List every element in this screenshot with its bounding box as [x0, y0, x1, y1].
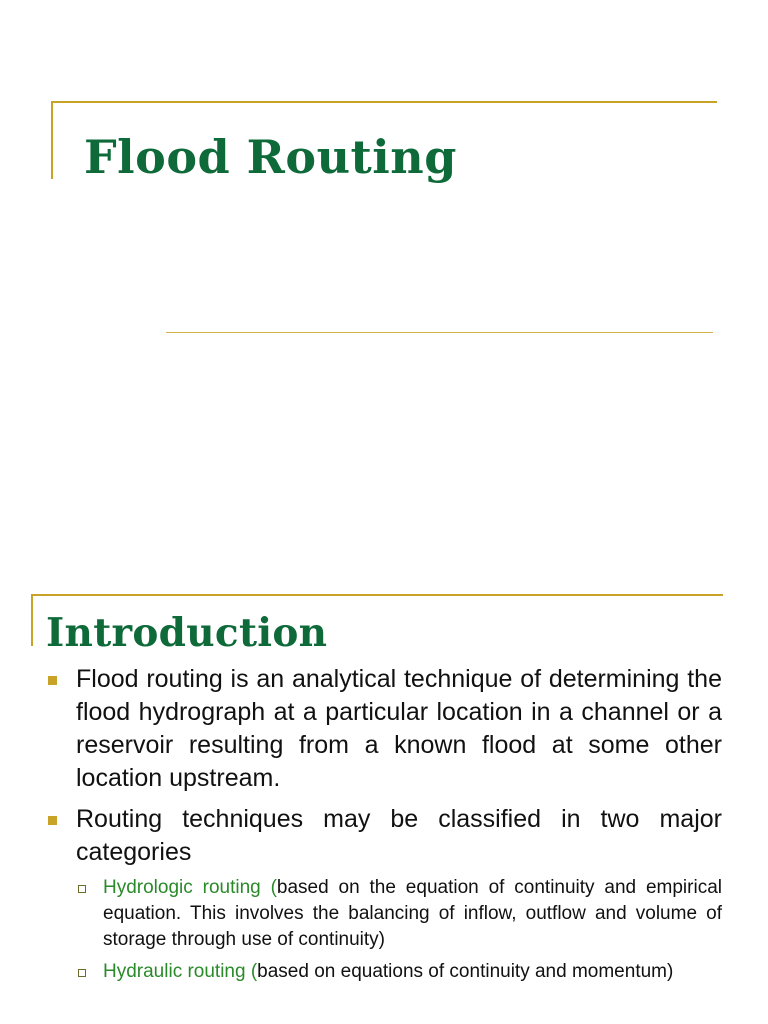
sub-bullet-item	[103, 875, 722, 953]
bullet-list	[0, 663, 768, 985]
square-bullet-icon	[48, 816, 57, 825]
sub-bullet-text: based on equations of continuity and momentum)	[257, 961, 674, 982]
bullet-text: Flood routing is an analytical technique of determining the flood hydrograph at a particular location in a channel or a reservoir resulting from a known flood at some other location upstream.	[76, 665, 722, 792]
square-bullet-icon	[48, 676, 57, 685]
bullet-item	[76, 663, 722, 795]
slide-title: Flood Routing	[84, 130, 457, 184]
sub-bullet-lead: Hydraulic routing (	[103, 961, 258, 982]
section-title: Introduction	[46, 610, 328, 656]
title-bottom-rule	[166, 332, 713, 333]
bullet-text: Routing techniques may be classified in two major categories	[76, 805, 722, 866]
sub-bullet-text: based on the equation of continuity and empirical equation. This involves the balancing of inflow, outflow and volume of storage through use of continuity)	[103, 877, 722, 950]
intro-left-rule	[31, 594, 33, 646]
sub-bullet-item	[103, 959, 722, 985]
hollow-square-bullet-icon	[78, 885, 86, 893]
intro-top-rule	[31, 594, 723, 596]
title-left-rule	[51, 101, 53, 179]
title-top-rule	[51, 101, 717, 103]
sub-bullet-lead: Hydrologic routing (	[103, 877, 277, 898]
hollow-square-bullet-icon	[78, 969, 86, 977]
bullet-item	[76, 803, 722, 869]
introduction-slide	[0, 575, 768, 1024]
